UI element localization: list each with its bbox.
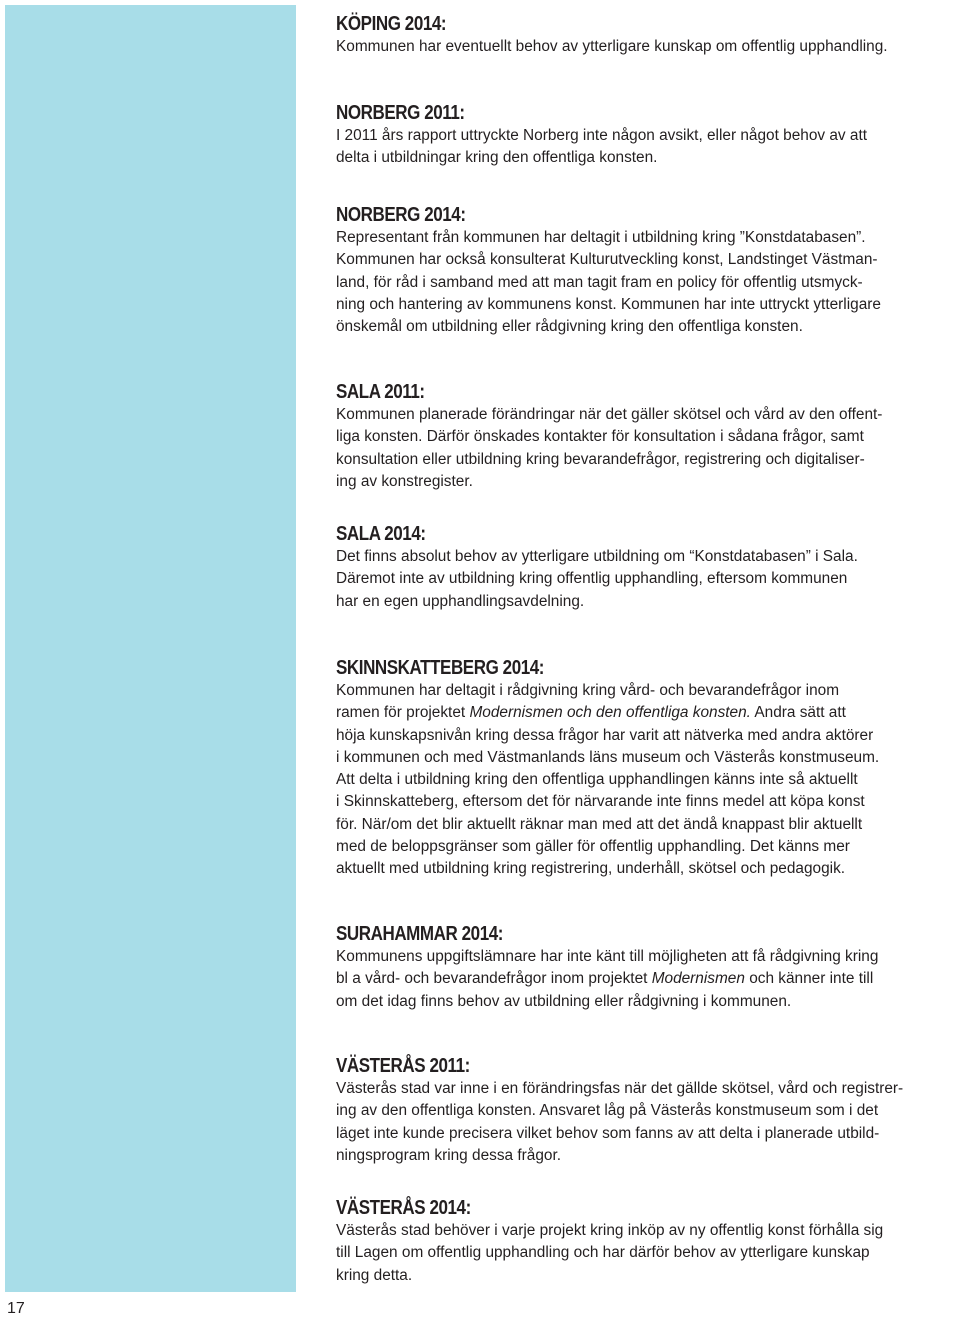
text-line: ing av konstregister. <box>336 472 473 490</box>
text-line: ning och hantering av kommunens konst. Kommunen har inte uttryckt ytterligare <box>336 295 881 313</box>
text-run: och känner inte till <box>744 970 874 988</box>
section-sala-2014 <box>336 522 960 613</box>
text-line: Västerås stad behöver i varje projekt kring inköp av ny offentlig konst förhålla sig <box>336 1222 884 1239</box>
text-line: har en egen upphandlingsavdelning. <box>336 592 585 610</box>
text-line: Kommunens uppgiftslämnare har inte känt till möjligheten att få rådgivning kring <box>336 948 879 965</box>
text-line: för. När/om det blir aktuellt räknar man med att det ändå knappast blir aktuellt <box>336 815 863 833</box>
text-line: konsultation eller utbildning kring bevarandefrågor, registrering och digitaliser- <box>336 450 865 468</box>
text-line: med de beloppsgränser som gäller för offentlig upphandling. Det känns mer <box>336 838 850 856</box>
section-koping-2014 <box>336 12 960 58</box>
section-heading: SALA 2014: <box>336 523 426 545</box>
section-heading: KÖPING 2014: <box>336 13 447 35</box>
section-surahammar-2014 <box>336 922 960 1013</box>
section-body <box>336 125 960 170</box>
text-line: Däremot inte av utbildning kring offentlig upphandling, eftersom kommunen <box>336 570 848 588</box>
section-heading: SALA 2011: <box>336 381 425 403</box>
text-line: I 2011 års rapport uttryckte Norberg inte någon avsikt, eller något behov av att <box>336 127 867 144</box>
section-heading: NORBERG 2014: <box>336 204 466 226</box>
text-line: ing av den offentliga konsten. Ansvaret låg på Västerås konstmuseum som i det <box>336 1102 879 1120</box>
decorative-sidebar <box>5 5 296 1292</box>
text-line: Kommunen har eventuellt behov av ytterligare kunskap om offentlig upphandling. <box>336 38 888 55</box>
text-line: Kommunen planerade förändringar när det gäller skötsel och vård av den offent- <box>336 406 883 423</box>
text-line: önskemål om utbildning eller rådgivning kring den offentliga konsten. <box>336 318 803 336</box>
text-line: Det finns absolut behov av ytterligare utbildning om “Konstdatabasen” i Sala. <box>336 548 858 565</box>
text-line: Kommunen har deltagit i rådgivning kring vård- och bevarandefrågor inom <box>336 682 840 699</box>
page-number: 17 <box>7 1300 25 1317</box>
text-run: Andra sätt att <box>750 704 846 722</box>
text-line: aktuellt med utbildning kring registrering, underhåll, skötsel och pedagogik. <box>336 860 846 878</box>
section-norberg-2014 <box>336 203 960 338</box>
text-run: ramen för projektet <box>336 704 470 722</box>
section-norberg-2011 <box>336 101 960 170</box>
text-line <box>336 702 960 724</box>
text-line: ningsprogram kring dessa frågor. <box>336 1146 561 1164</box>
text-line: kring detta. <box>336 1266 413 1284</box>
section-heading: VÄSTERÅS 2011: <box>336 1055 470 1077</box>
section-body <box>336 36 960 58</box>
text-line: Västerås stad var inne i en förändringsfas när det gällde skötsel, vård och registrer- <box>336 1080 904 1097</box>
section-body <box>336 946 960 1013</box>
text-line: land, för råd i samband med att man tagit fram en policy för offentlig utsmyck- <box>336 273 863 291</box>
section-body <box>336 227 960 338</box>
text-line: Att delta i utbildning kring den offentliga upphandlingen känns inte så aktuellt <box>336 771 858 789</box>
section-vasteras-2011 <box>336 1054 960 1167</box>
text-line <box>336 968 960 990</box>
text-line: till Lagen om offentlig upphandling och har därför behov av ytterligare kunskap <box>336 1244 870 1262</box>
section-skinnskatteberg-2014 <box>336 656 960 881</box>
section-heading: NORBERG 2011: <box>336 102 465 124</box>
text-line: i Skinnskatteberg, eftersom det för närvarande inte finns medel att köpa konst <box>336 793 865 811</box>
section-heading: SURAHAMMAR 2014: <box>336 923 504 945</box>
section-body <box>336 1220 960 1287</box>
section-vasteras-2014 <box>336 1196 960 1287</box>
text-line: Representant från kommunen har deltagit i utbildning kring ”Konstdatabasen”. <box>336 229 866 246</box>
text-line: delta i utbildningar kring den offentliga konsten. <box>336 149 658 167</box>
section-heading: VÄSTERÅS 2014: <box>336 1197 471 1219</box>
section-body <box>336 1078 960 1167</box>
project-title: Modernismen och den offentliga konsten. <box>469 704 751 722</box>
text-line: om det idag finns behov av utbildning eller rådgivning i kommunen. <box>336 992 792 1010</box>
section-heading: SKINNSKATTEBERG 2014: <box>336 657 545 679</box>
text-line: i kommunen och med Västmanlands läns museum och Västerås konstmuseum. <box>336 748 880 766</box>
text-line: liga konsten. Därför önskades kontakter för konsultation i sådana frågor, samt <box>336 428 864 446</box>
section-body <box>336 546 960 613</box>
project-title: Modernismen <box>651 970 745 988</box>
text-line: höja kunskapsnivån kring dessa frågor har varit att nätverka med andra aktörer <box>336 726 874 744</box>
text-line: läget inte kunde precisera vilket behov som fanns av att delta i planerade utbild- <box>336 1124 880 1142</box>
section-sala-2011 <box>336 380 960 493</box>
section-body <box>336 680 960 881</box>
text-run: bl a vård- och bevarandefrågor inom projektet <box>336 970 652 988</box>
section-body <box>336 404 960 493</box>
text-line: Kommunen har också konsulterat Kulturutveckling konst, Landstinget Västman- <box>336 251 878 269</box>
